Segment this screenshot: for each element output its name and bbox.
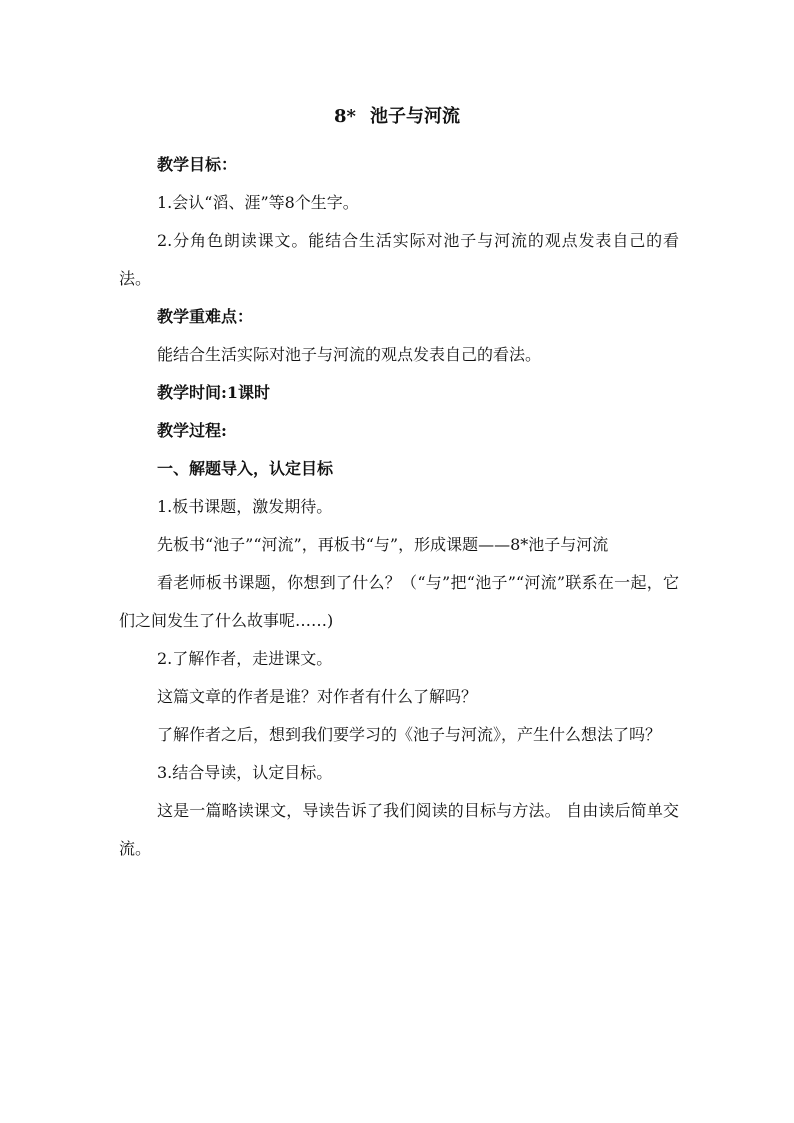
heading-teaching-process: 教学过程: <box>157 421 227 440</box>
document-body <box>119 146 679 868</box>
heading-key-points: 教学重难点： <box>157 307 254 326</box>
paragraph: 先板书“池子”“河流”，再板书“与”，形成课题——8*池子与河流 <box>157 535 609 554</box>
paragraph: 这篇文章的作者是谁？对作者有什么了解吗？ <box>157 687 478 706</box>
heading-teaching-goals: 教学目标： <box>157 155 238 174</box>
section-heading: 一、解题导入，认定目标 <box>157 459 334 478</box>
paragraph: 2.分角色朗读课文。能结合生活实际对池子与河流的观点发表自己的看法。 <box>119 231 679 288</box>
heading-teaching-time: 教学时间:1课时 <box>157 383 271 402</box>
document-title <box>0 104 794 130</box>
paragraph: 能结合生活实际对池子与河流的观点发表自己的看法。 <box>157 345 542 364</box>
paragraph: 了解作者之后，想到我们要学习的《池子与河流》，产生什么想法了吗？ <box>157 725 662 744</box>
title-number: 8* <box>334 106 356 127</box>
paragraph: 3.结合导读，认定目标。 <box>157 763 333 782</box>
paragraph: 这是一篇略读课文，导读告诉了我们阅读的目标与方法。 自由读后简单交流。 <box>119 801 679 858</box>
paragraph: 2.了解作者，走进课文。 <box>157 649 333 668</box>
paragraph: 看老师板书课题，你想到了什么？（“与”把“池子”“河流”联系在一起，它们之间发生了什么故事呢……) <box>119 573 679 630</box>
title-text: 池子与河流 <box>369 106 460 127</box>
paragraph: 1.板书课题，激发期待。 <box>157 497 333 516</box>
paragraph: 1.会认“滔、涯”等8个生字。 <box>157 193 359 212</box>
